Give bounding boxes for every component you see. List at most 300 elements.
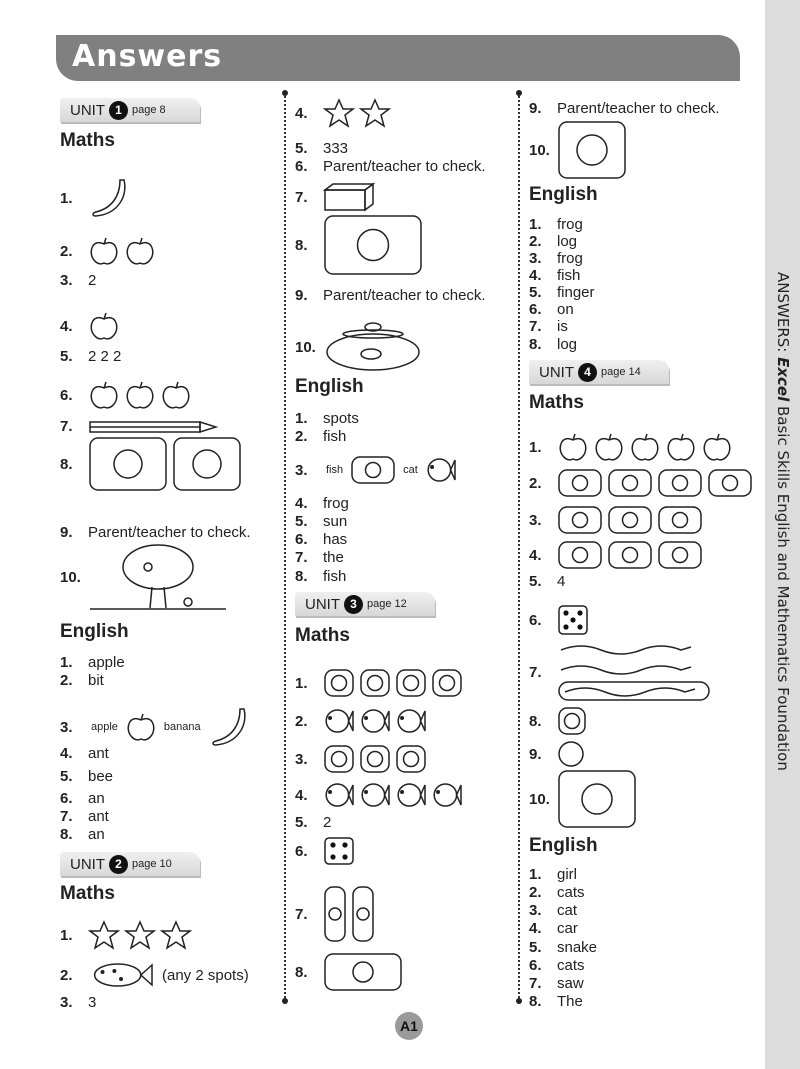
- answer-item: [295, 814, 331, 831]
- answer-item: [60, 745, 109, 762]
- answer-number: 5.: [60, 348, 73, 365]
- fish-icon: [323, 706, 355, 736]
- picture-label: cat: [403, 463, 418, 476]
- cat-icon: [350, 455, 396, 485]
- unit-badge: [529, 360, 669, 384]
- answer-number: 7.: [60, 808, 73, 825]
- answer-item: [529, 902, 577, 919]
- answer-number: 5.: [60, 768, 73, 785]
- answer-number: 2.: [529, 884, 542, 901]
- answer-pictures: [323, 780, 463, 810]
- answer-item: [60, 808, 109, 825]
- pineapple-icon: [359, 744, 391, 774]
- header-banner: [56, 35, 740, 81]
- star-icon: [323, 98, 355, 128]
- answer-item: [529, 866, 577, 883]
- answer-item: [295, 513, 347, 530]
- answer-text: fish: [323, 428, 347, 445]
- answer-number: 7.: [295, 549, 308, 566]
- unit-label: UNIT: [70, 101, 105, 119]
- sidebar-suffix: Basic Skills English and Mathematics Foundation: [774, 401, 792, 771]
- answer-number: 9.: [60, 524, 73, 541]
- answer-pictures: [323, 836, 355, 866]
- fish-icon: [323, 780, 355, 810]
- answer-item: [60, 654, 125, 671]
- answer-item: [295, 98, 391, 128]
- answer-number: 9.: [529, 100, 542, 117]
- matching-picture-icon: [323, 214, 423, 276]
- answer-item: [295, 410, 359, 427]
- answer-text: apple: [88, 654, 125, 671]
- answer-number: 4.: [295, 104, 308, 122]
- answer-number: 3.: [529, 250, 542, 267]
- answer-text: Parent/teacher to check.: [323, 287, 486, 304]
- apple-icon: [124, 236, 156, 266]
- answer-item: [295, 495, 349, 512]
- answer-item: [60, 994, 96, 1011]
- fish-icon: [431, 780, 463, 810]
- answer-number: 8.: [529, 336, 542, 353]
- circle-icon: [557, 740, 585, 768]
- answer-number: 7.: [295, 188, 308, 206]
- answer-item: [60, 380, 192, 410]
- answer-text: on: [557, 301, 574, 318]
- answer-text: 2 2 2: [88, 348, 122, 365]
- answer-item: [529, 216, 583, 233]
- answer-text: 333: [323, 140, 349, 157]
- answer-text: girl: [557, 866, 578, 883]
- answer-number: 2.: [295, 428, 308, 445]
- answer-item: [295, 214, 423, 276]
- box-icon: [323, 182, 375, 212]
- answer-text: ant: [88, 808, 109, 825]
- answer-number: 2.: [529, 474, 542, 492]
- unit-page: page 8: [132, 104, 166, 116]
- answer-item: [60, 960, 249, 990]
- answer-number: 4.: [529, 920, 542, 937]
- answer-pictures: [88, 176, 134, 220]
- answer-text: frog: [323, 495, 349, 512]
- answer-pictures: [557, 540, 703, 570]
- answer-number: 6.: [60, 790, 73, 807]
- answer-number: 6.: [529, 301, 542, 318]
- section-heading: Maths: [295, 625, 350, 646]
- tree-icon: [88, 542, 228, 612]
- answer-number: 8.: [529, 712, 542, 730]
- answer-item: [295, 158, 486, 175]
- fish-icon: [395, 780, 427, 810]
- answer-text: fish: [557, 267, 581, 284]
- answer-item: [295, 744, 427, 774]
- unit-page: page 14: [601, 366, 641, 378]
- answer-number: 2.: [60, 966, 73, 984]
- cat-icon: [607, 540, 653, 570]
- cat-icon: [607, 468, 653, 498]
- moon-bed-picture-icon: [88, 436, 168, 492]
- cat-icon: [657, 468, 703, 498]
- apple-icon: [160, 380, 192, 410]
- answer-item: [295, 531, 347, 548]
- answer-item: [295, 455, 457, 485]
- answer-number: 1.: [60, 189, 73, 207]
- answer-number: 1.: [295, 410, 308, 427]
- answer-text: an: [88, 826, 105, 843]
- boy-icon: [351, 885, 375, 943]
- frog-icon: [395, 668, 427, 698]
- unit-number: 2: [109, 855, 128, 874]
- answer-text: Parent/teacher to check.: [323, 158, 486, 175]
- answer-text: cat: [557, 902, 578, 919]
- answer-item: [60, 348, 121, 365]
- answer-number: 4.: [60, 317, 73, 335]
- unit-page: page 12: [367, 598, 407, 610]
- answer-number: 6.: [60, 386, 73, 404]
- answer-number: 2.: [529, 233, 542, 250]
- answer-item: [295, 428, 346, 445]
- boy-face-icon: [557, 706, 587, 736]
- answer-pictures: [88, 380, 192, 410]
- banana-icon: [88, 176, 134, 220]
- dice-five-icon: [557, 604, 589, 636]
- cat-icon: [707, 468, 753, 498]
- answer-number: 10.: [295, 338, 316, 356]
- answer-number: 7.: [60, 418, 73, 435]
- answer-item: [295, 140, 348, 157]
- fish-icon: [359, 780, 391, 810]
- answer-item: [529, 573, 565, 590]
- cat-icon: [657, 540, 703, 570]
- picture-label: fish: [326, 463, 344, 476]
- answer-pictures: [88, 236, 156, 266]
- sidebar-prefix: ANSWERS:: [774, 272, 792, 358]
- answer-pictures: [88, 436, 242, 492]
- answer-number: 6.: [529, 611, 542, 629]
- answer-number: 6.: [295, 158, 308, 175]
- answer-number: 6.: [295, 842, 308, 860]
- answer-text: frog: [557, 216, 583, 233]
- answer-text: saw: [557, 975, 584, 992]
- answer-item: [60, 436, 242, 492]
- answer-pictures: [557, 706, 587, 736]
- answer-item: [295, 549, 344, 566]
- answer-number: 9.: [529, 745, 542, 763]
- answer-number: 7.: [529, 318, 542, 335]
- answer-item: [60, 768, 113, 785]
- answer-number: 8.: [295, 568, 308, 585]
- answer-number: 5.: [529, 284, 542, 301]
- answer-item: [295, 287, 486, 304]
- answer-pictures: [323, 455, 457, 485]
- ant-icon: [657, 505, 703, 535]
- answer-item: [529, 993, 583, 1010]
- answer-number: 10.: [60, 568, 81, 586]
- pencil-icon: [88, 420, 218, 434]
- answer-text: is: [557, 318, 568, 335]
- answer-pictures: [323, 98, 391, 128]
- answer-item: [529, 267, 580, 284]
- answer-number: 1.: [529, 866, 542, 883]
- answer-text: log: [557, 336, 578, 353]
- answer-item: [529, 233, 577, 250]
- answer-item: [60, 418, 218, 435]
- answer-number: 8.: [60, 455, 73, 473]
- answer-number: 3.: [60, 994, 73, 1011]
- answer-text: ant: [88, 745, 109, 762]
- unit-number: 3: [344, 595, 363, 614]
- cat-icon: [557, 540, 603, 570]
- answer-item: [295, 836, 355, 866]
- sidebar-title: [774, 272, 792, 771]
- unit-badge: [295, 592, 435, 616]
- answer-text: cats: [557, 957, 585, 974]
- answer-pictures: [323, 744, 427, 774]
- answer-text: the: [323, 549, 344, 566]
- answer-pictures: [88, 960, 154, 990]
- answer-item: [529, 920, 578, 937]
- answer-text: frog: [557, 250, 583, 267]
- answer-item: [60, 790, 105, 807]
- section-heading: Maths: [60, 883, 115, 904]
- answer-item: [295, 952, 403, 992]
- ant-icon: [607, 505, 653, 535]
- answer-number: 4.: [295, 786, 308, 804]
- star-icon: [160, 920, 192, 950]
- unit-badge: [60, 852, 200, 876]
- answer-pictures: [88, 920, 192, 950]
- answer-number: 5.: [295, 814, 308, 831]
- answer-pictures: [323, 706, 427, 736]
- answer-item: [295, 568, 346, 585]
- answer-item: [60, 920, 192, 950]
- answer-pictures: [557, 120, 627, 180]
- answer-text: Parent/teacher to check.: [88, 524, 251, 541]
- answer-item: [529, 336, 577, 353]
- answer-item: [529, 250, 583, 267]
- strawberry-icon: [557, 432, 589, 462]
- answer-pictures: [88, 420, 218, 434]
- sun-child-picture-icon: [172, 436, 242, 492]
- fishbowl-icon: [323, 322, 423, 372]
- answer-number: 1.: [60, 926, 73, 944]
- ant-icon: [557, 505, 603, 535]
- strawberry-icon: [701, 432, 733, 462]
- answer-text: an: [88, 790, 105, 807]
- answer-text: 3: [88, 994, 97, 1011]
- answer-item: [295, 780, 463, 810]
- column-divider: [284, 92, 286, 1002]
- answer-item: [529, 301, 574, 318]
- star-icon: [359, 98, 391, 128]
- answer-pictures: [88, 705, 254, 749]
- answer-item: [529, 604, 589, 636]
- answer-number: 5.: [295, 140, 308, 157]
- snakes-icon: [557, 642, 712, 702]
- answer-pictures: [323, 322, 423, 372]
- cat-icon: [557, 468, 603, 498]
- answer-number: 3.: [529, 902, 542, 919]
- answer-item: [60, 176, 134, 220]
- answer-pictures: [323, 885, 375, 943]
- answer-text: Parent/teacher to check.: [557, 100, 720, 117]
- answer-item: [60, 826, 105, 843]
- star-icon: [124, 920, 156, 950]
- answer-item: [295, 182, 375, 212]
- answer-item: [529, 957, 585, 974]
- answer-number: 3.: [60, 272, 73, 289]
- page-title: Answers: [72, 39, 223, 74]
- answer-number: 3.: [529, 511, 542, 529]
- answer-text: fish: [323, 568, 347, 585]
- section-heading: English: [60, 621, 129, 642]
- answer-pictures: [323, 182, 375, 212]
- strawberry-icon: [593, 432, 625, 462]
- page-number: A1: [395, 1012, 423, 1040]
- answer-number: 4.: [529, 267, 542, 284]
- apple-icon: [88, 236, 120, 266]
- answer-item: [529, 284, 595, 301]
- answer-number: 8.: [60, 826, 73, 843]
- answer-text: 2: [88, 272, 97, 289]
- flower-insects-icon: [557, 769, 637, 829]
- star-icon: [88, 920, 120, 950]
- answer-number: 1.: [529, 216, 542, 233]
- answer-pictures: [323, 668, 463, 698]
- answer-number: 7.: [529, 975, 542, 992]
- fish-icon: [395, 706, 427, 736]
- unit-label: UNIT: [305, 595, 340, 613]
- answer-number: 1.: [60, 654, 73, 671]
- answer-text: bit: [88, 672, 104, 689]
- pineapple-icon: [395, 744, 427, 774]
- answer-number: 2.: [295, 712, 308, 730]
- unit-badge: [60, 98, 200, 122]
- answer-text: bee: [88, 768, 114, 785]
- strawberry-icon: [629, 432, 661, 462]
- answer-item: [60, 311, 120, 341]
- section-heading: Maths: [60, 130, 115, 151]
- answer-pictures: [323, 214, 423, 276]
- answer-item: [60, 542, 228, 612]
- answer-item: [529, 100, 720, 117]
- frog-log-icon: [557, 120, 627, 180]
- answer-text: 2: [323, 814, 332, 831]
- apple-icon: [124, 380, 156, 410]
- answer-number: 10.: [529, 141, 550, 159]
- answer-number: 4.: [529, 546, 542, 564]
- picture-label: apple: [91, 720, 118, 733]
- answer-pictures: [557, 740, 585, 768]
- answer-text: (any 2 spots): [162, 966, 249, 984]
- bathtub-icon: [323, 952, 403, 992]
- answer-pictures: [557, 432, 733, 462]
- unit-page: page 10: [132, 858, 172, 870]
- answer-number: 10.: [529, 790, 550, 808]
- answer-text: sun: [323, 513, 348, 530]
- answer-item: [60, 524, 251, 541]
- answer-number: 1.: [529, 438, 542, 456]
- answer-item: [529, 432, 733, 462]
- banana-icon: [208, 705, 254, 749]
- section-heading: English: [295, 376, 364, 397]
- answer-pictures: [323, 952, 403, 992]
- answer-item: [529, 884, 585, 901]
- apple-icon: [88, 311, 120, 341]
- unit-number: 1: [109, 101, 128, 120]
- answer-number: 3.: [295, 750, 308, 768]
- answer-number: 4.: [295, 495, 308, 512]
- answer-number: 3.: [60, 718, 73, 736]
- apple-icon: [88, 380, 120, 410]
- strawberry-icon: [665, 432, 697, 462]
- answer-item: [60, 705, 254, 749]
- unit-label: UNIT: [539, 363, 574, 381]
- answer-pictures: [88, 542, 228, 612]
- answer-number: 2.: [60, 242, 73, 260]
- answer-number: 4.: [60, 745, 73, 762]
- picture-label: banana: [163, 720, 201, 733]
- section-heading: English: [529, 184, 598, 205]
- answer-number: 7.: [295, 905, 308, 923]
- frog-icon: [359, 668, 391, 698]
- pineapple-icon: [323, 744, 355, 774]
- fish-icon: [425, 455, 457, 485]
- answer-item: [529, 468, 753, 498]
- answer-item: [60, 672, 104, 689]
- answer-text: The: [557, 993, 583, 1010]
- answer-text: cats: [557, 884, 585, 901]
- answer-item: [529, 540, 703, 570]
- answer-item: [529, 975, 584, 992]
- answer-pictures: [557, 604, 589, 636]
- answer-number: 8.: [295, 236, 308, 254]
- answer-number: 7.: [529, 663, 542, 681]
- answer-item: [529, 939, 597, 956]
- section-heading: English: [529, 835, 598, 856]
- dice-four-icon: [323, 836, 355, 866]
- answer-item: [295, 706, 427, 736]
- answer-item: [529, 706, 587, 736]
- apple-icon: [125, 712, 157, 742]
- answer-text: finger: [557, 284, 595, 301]
- answer-item: [529, 120, 627, 180]
- answer-number: 2.: [60, 672, 73, 689]
- answer-number: 9.: [295, 287, 308, 304]
- answer-pictures: [557, 642, 712, 702]
- frog-icon: [323, 668, 355, 698]
- answer-number: 1.: [295, 674, 308, 692]
- answer-item: [295, 668, 463, 698]
- answer-item: [529, 642, 712, 702]
- answer-pictures: [557, 468, 753, 498]
- unit-label: UNIT: [70, 855, 105, 873]
- answer-number: 5.: [529, 939, 542, 956]
- answer-pictures: [557, 769, 637, 829]
- answer-pictures: [88, 311, 120, 341]
- answer-number: 8.: [295, 963, 308, 981]
- answer-item: [60, 272, 96, 289]
- answer-item: [529, 505, 703, 535]
- answer-item: [295, 885, 375, 943]
- answer-number: 3.: [295, 461, 308, 479]
- answer-number: 8.: [529, 993, 542, 1010]
- answer-text: has: [323, 531, 348, 548]
- answer-item: [295, 322, 423, 372]
- answer-text: spots: [323, 410, 359, 427]
- answer-item: [529, 740, 585, 768]
- unit-number: 4: [578, 363, 597, 382]
- answer-item: [529, 769, 637, 829]
- sidebar-brand: Excel: [774, 357, 792, 402]
